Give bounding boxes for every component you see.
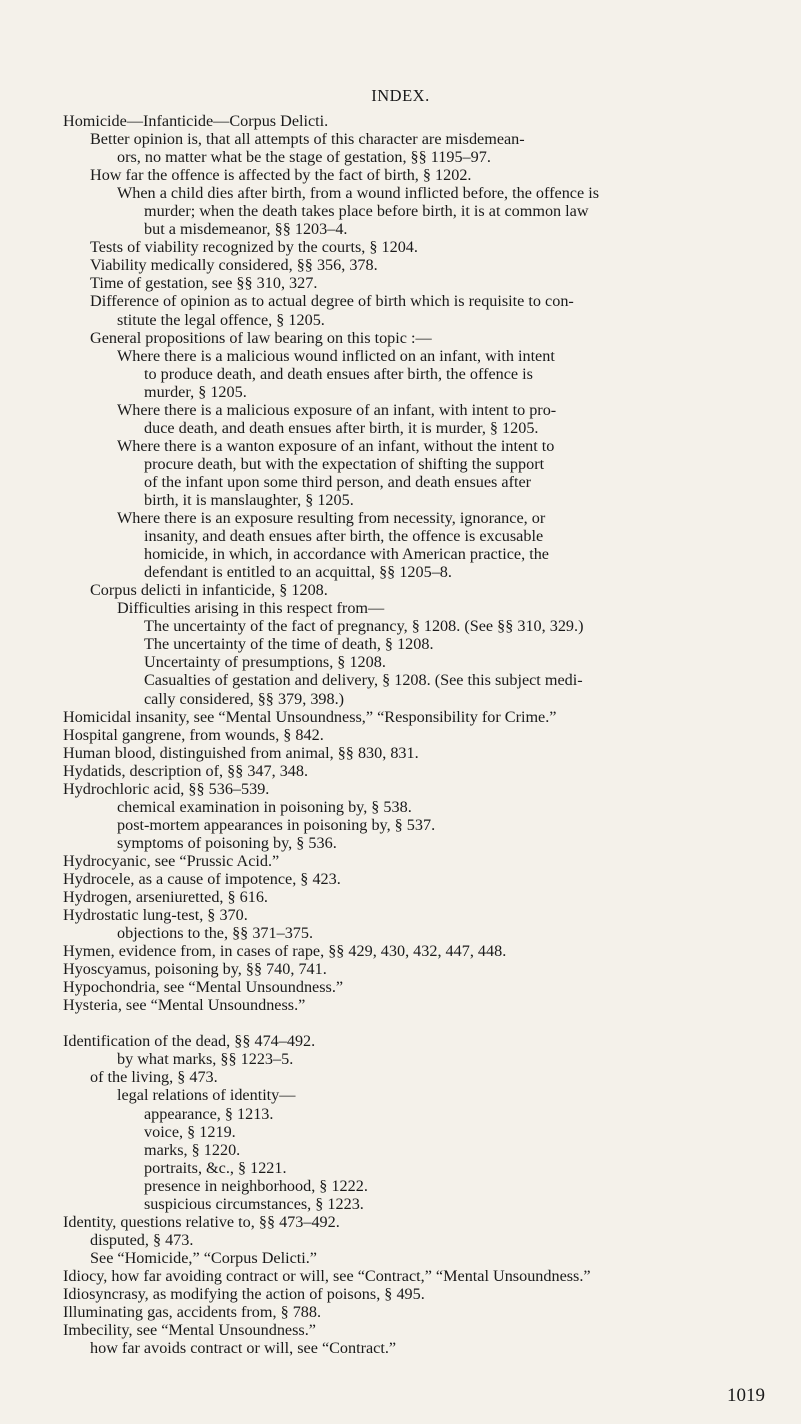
index-entry: Hydrochloric acid, §§ 536–539.	[63, 779, 270, 798]
page-header: INDEX.	[371, 86, 430, 105]
index-entry: Hydatids, description of, §§ 347, 348.	[63, 761, 309, 780]
index-entry: Identification of the dead, §§ 474–492.	[63, 1032, 316, 1051]
index-subentry: murder; when the death takes place before birth, it is at common law	[144, 202, 589, 221]
index-subentry: appearance, § 1213.	[144, 1104, 274, 1123]
index-entry: Illuminating gas, accidents from, § 788.	[63, 1303, 322, 1322]
index-subentry: murder, § 1205.	[144, 382, 247, 401]
index-subentry: insanity, and death ensues after birth, the offence is excusable	[144, 527, 544, 546]
index-entry: Hypochondria, see “Mental Unsoundness.”	[63, 978, 344, 997]
index-subentry: objections to the, §§ 371–375.	[117, 924, 314, 943]
index-subentry: When a child dies after birth, from a wound inflicted before, the offence is	[117, 184, 599, 203]
index-entry: Identity, questions relative to, §§ 473–492.	[63, 1212, 340, 1231]
index-entry: Idiocy, how far avoiding contract or will, see “Contract,” “Mental Unsoundness.”	[63, 1266, 591, 1285]
index-entry: Homicidal insanity, see “Mental Unsoundness,” “Responsibility for Crime.”	[63, 707, 557, 726]
index-subentry: post-mortem appearances in poisoning by, § 537.	[117, 815, 436, 834]
index-subentry: The uncertainty of the fact of pregnancy, § 1208. (See §§ 310, 329.)	[144, 617, 584, 636]
index-subentry: ors, no matter what be the stage of gestation, §§ 1195–97.	[117, 148, 491, 167]
index-subentry: suspicious circumstances, § 1223.	[144, 1194, 364, 1213]
index-entry: Imbecility, see “Mental Unsoundness.”	[63, 1321, 316, 1340]
index-subentry: voice, § 1219.	[144, 1122, 236, 1141]
index-entry: Hydrostatic lung-test, § 370.	[63, 906, 248, 925]
index-subentry: Where there is a wanton exposure of an infant, without the intent to	[117, 436, 555, 455]
index-subentry: birth, it is manslaughter, § 1205.	[144, 490, 354, 509]
index-entry: Hydrocele, as a cause of impotence, § 423.	[63, 869, 341, 888]
index-subentry: duce death, and death ensues after birth, it is murder, § 1205.	[144, 418, 539, 437]
index-subentry: legal relations of identity—	[117, 1086, 296, 1105]
index-subentry: Corpus delicti in infanticide, § 1208.	[90, 581, 328, 600]
section-gap	[63, 1014, 783, 1032]
index-subentry: Casualties of gestation and delivery, § 1208. (See this subject medi-	[144, 671, 583, 690]
index-subentry: how far avoids contract or will, see “Contract.”	[90, 1339, 397, 1358]
index-subentry: Better opinion is, that all attempts of this character are misdemean-	[90, 130, 525, 149]
index-entry: Hydrocyanic, see “Prussic Acid.”	[63, 851, 280, 870]
index-entry: Idiosyncrasy, as modifying the action of poisons, § 495.	[63, 1285, 425, 1303]
index-entry: Hydrogen, arseniuretted, § 616.	[63, 888, 268, 907]
index-subentry: to produce death, and death ensues after birth, the offence is	[144, 364, 533, 383]
index-entry: Hysteria, see “Mental Unsoundness.”	[63, 996, 306, 1015]
index-subentry: Tests of viability recognized by the courts, § 1204.	[90, 238, 418, 257]
index-subentry: procure death, but with the expectation of shifting the support	[144, 454, 545, 473]
index-subentry: marks, § 1220.	[144, 1140, 241, 1159]
index-subentry: of the living, § 473.	[90, 1068, 218, 1087]
index-entry: Homicide—Infanticide—Corpus Delicti.	[63, 112, 329, 130]
index-subentry: by what marks, §§ 1223–5.	[117, 1050, 294, 1069]
index-subentry: The uncertainty of the time of death, § 1208.	[144, 635, 434, 654]
index-subentry: symptoms of poisoning by, § 536.	[117, 833, 337, 852]
index-subentry: Difficulties arising in this respect from—	[117, 599, 385, 618]
index-subentry: General propositions of law bearing on this topic :—	[90, 328, 432, 347]
index-subentry: Difference of opinion as to actual degree of birth which is requisite to con-	[90, 292, 574, 311]
index-subentry: How far the offence is affected by the fact of birth, § 1202.	[90, 166, 472, 185]
page-number: 1019	[727, 1385, 765, 1406]
index-subentry: Uncertainty of presumptions, § 1208.	[144, 653, 386, 672]
index-subentry: Where there is an exposure resulting from necessity, ignorance, or	[117, 509, 546, 528]
index-subentry: portraits, &c., § 1221.	[144, 1158, 287, 1177]
index-subentry: chemical examination in poisoning by, § 538.	[117, 797, 412, 816]
index-entries	[63, 112, 783, 1357]
index-subentry: Viability medically considered, §§ 356, 378.	[90, 256, 378, 275]
index-subentry: Where there is a malicious exposure of an infant, with intent to pro-	[117, 400, 557, 419]
index-subentry: of the infant upon some third person, and death ensues after	[144, 472, 532, 491]
index-subentry: stitute the legal offence, § 1205.	[117, 310, 325, 329]
index-subentry: Where there is a malicious wound inflicted on an infant, with intent	[117, 346, 555, 365]
index-entry: Hymen, evidence from, in cases of rape, §§ 429, 430, 432, 447, 448.	[63, 942, 507, 961]
index-subentry: See “Homicide,” “Corpus Delicti.”	[90, 1248, 317, 1267]
index-subentry: Time of gestation, see §§ 310, 327.	[90, 274, 318, 293]
index-subentry: cally considered, §§ 379, 398.)	[144, 689, 345, 708]
index-entry: Hospital gangrene, from wounds, § 842.	[63, 725, 324, 744]
index-subentry: defendant is entitled to an acquittal, §§ 1205–8.	[144, 563, 452, 582]
index-entry: Human blood, distinguished from animal, §§ 830, 831.	[63, 743, 419, 762]
index-subentry: but a misdemeanor, §§ 1203–4.	[144, 220, 348, 239]
index-subentry: disputed, § 473.	[90, 1230, 194, 1249]
index-entry: Hyoscyamus, poisoning by, §§ 740, 741.	[63, 960, 327, 979]
index-subentry: presence in neighborhood, § 1222.	[144, 1176, 368, 1195]
index-subentry: homicide, in which, in accordance with American practice, the	[144, 545, 549, 564]
